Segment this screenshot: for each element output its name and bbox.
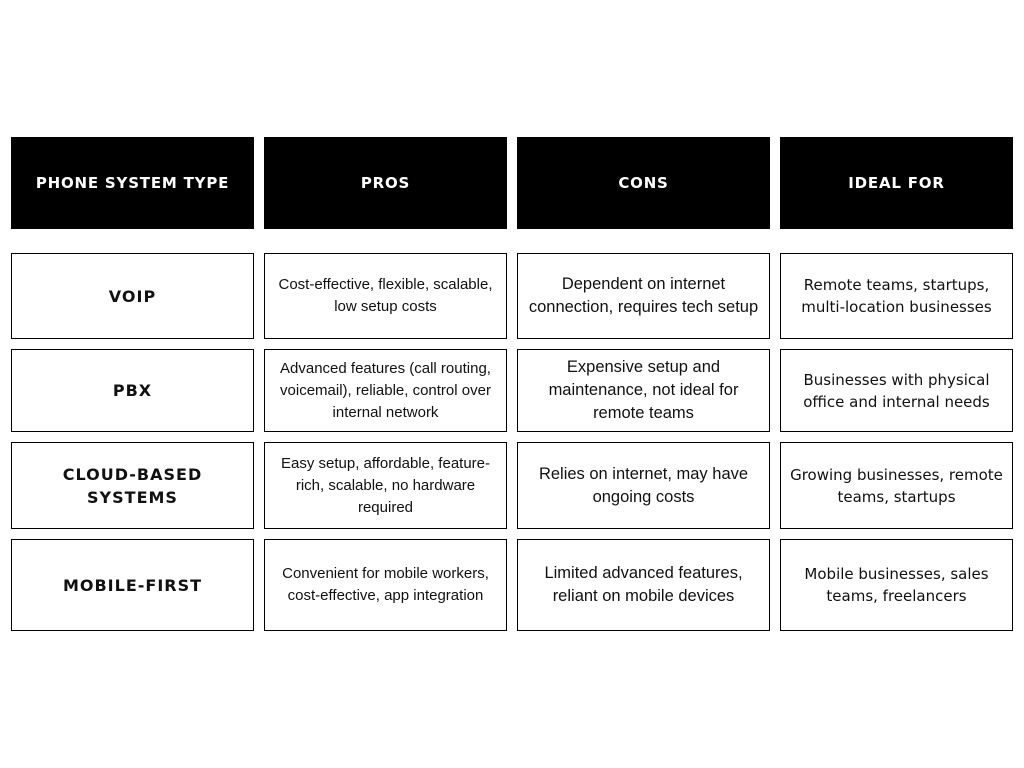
row-mobile-cons: Limited advanced features, reliant on mobile devices	[517, 539, 770, 631]
header-ideal-for: IDEAL FOR	[780, 137, 1013, 229]
row-voip-ideal: Remote teams, startups, multi-location businesses	[780, 253, 1013, 339]
row-cloud-ideal: Growing businesses, remote teams, startups	[780, 442, 1013, 529]
row-pbx-ideal: Businesses with physical office and internal needs	[780, 349, 1013, 432]
row-voip-cons: Dependent on internet connection, requires tech setup	[517, 253, 770, 339]
header-pros: PROS	[264, 137, 507, 229]
row-mobile-pros: Convenient for mobile workers, cost-effective, app integration	[264, 539, 507, 631]
row-pbx-type: PBX	[11, 349, 254, 432]
row-cloud-cons: Relies on internet, may have ongoing costs	[517, 442, 770, 529]
row-mobile-ideal: Mobile businesses, sales teams, freelancers	[780, 539, 1013, 631]
row-cloud-pros: Easy setup, affordable, feature-rich, scalable, no hardware required	[264, 442, 507, 529]
row-mobile-type: MOBILE-FIRST	[11, 539, 254, 631]
row-pbx-cons: Expensive setup and maintenance, not ideal for remote teams	[517, 349, 770, 432]
header-phone-system-type: PHONE SYSTEM TYPE	[11, 137, 254, 229]
row-cloud-type: CLOUD-BASED SYSTEMS	[11, 442, 254, 529]
row-pbx-pros: Advanced features (call routing, voicemail), reliable, control over internal network	[264, 349, 507, 432]
row-voip-type: VOIP	[11, 253, 254, 339]
row-voip-pros: Cost-effective, flexible, scalable, low setup costs	[264, 253, 507, 339]
header-cons: CONS	[517, 137, 770, 229]
